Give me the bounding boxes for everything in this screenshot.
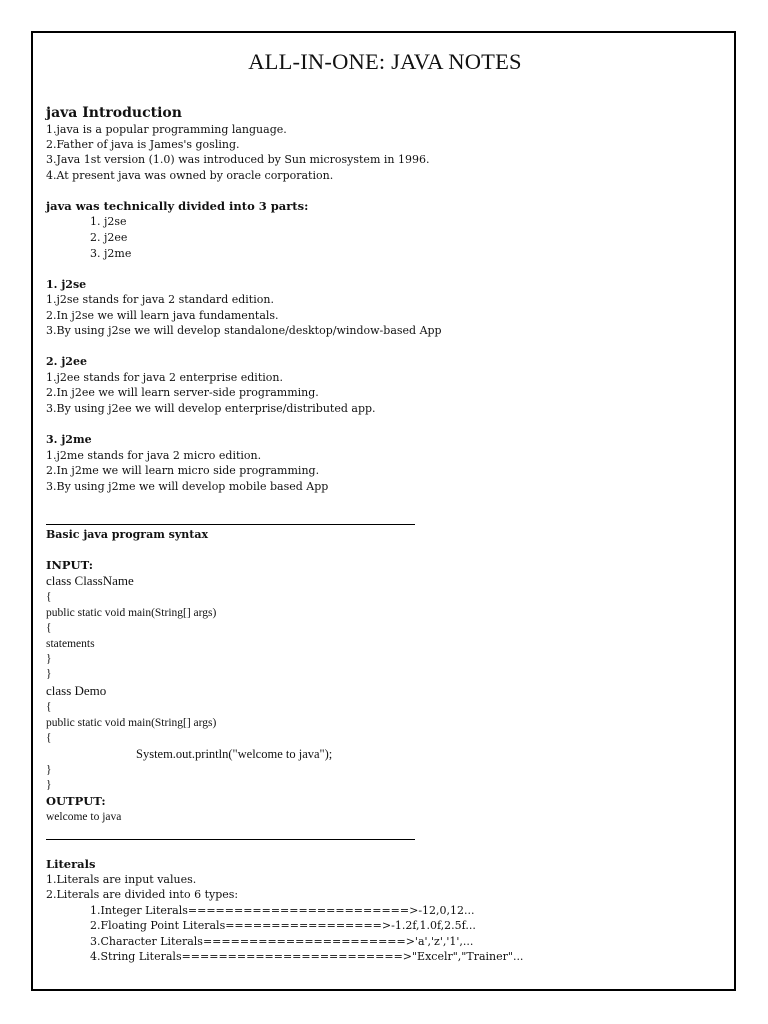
section-divider	[46, 839, 415, 840]
intro-heading: java Introduction	[46, 105, 182, 121]
j2ee-line: 1.j2ee stands for java 2 enterprise edition.	[46, 371, 283, 384]
output-label: OUTPUT:	[46, 794, 106, 808]
j2me-line: 2.In j2me we will learn micro side programming.	[46, 464, 320, 477]
literal-type: 3.Character Literals======================>'a','z','1',...	[90, 935, 474, 948]
j2se-line: 1.j2se stands for java 2 standard edition.	[46, 293, 274, 306]
parts-item: 1. j2se	[90, 215, 127, 228]
code-line: }	[46, 779, 52, 791]
j2ee-heading: 2. j2ee	[46, 355, 87, 368]
intro-line: 4.At present java was owned by oracle corporation.	[46, 169, 334, 182]
j2se-line: 3.By using j2se we will develop standalone/desktop/window-based App	[46, 324, 442, 337]
section-divider	[46, 524, 415, 525]
parts-heading: java was technically divided into 3 parts:	[46, 199, 309, 213]
literals-line: 2.Literals are divided into 6 types:	[46, 888, 239, 901]
code-line: statements	[46, 638, 95, 650]
output-value: welcome to java	[46, 811, 122, 823]
j2se-line: 2.In j2se we will learn java fundamentals.	[46, 309, 279, 322]
code-line: {	[46, 732, 52, 744]
input-label: INPUT:	[46, 558, 93, 572]
j2ee-line: 2.In j2ee we will learn server-side programming.	[46, 386, 319, 399]
println-line: System.out.println("welcome to java");	[136, 747, 333, 761]
intro-line: 1.java is a popular programming language.	[46, 123, 287, 136]
code-line: {	[46, 701, 52, 713]
j2me-line: 1.j2me stands for java 2 micro edition.	[46, 449, 262, 462]
code-line: public static void main(String[] args)	[46, 607, 217, 619]
parts-item: 2. j2ee	[90, 231, 128, 244]
intro-line: 3.Java 1st version (1.0) was introduced by Sun microsystem in 1996.	[46, 153, 430, 166]
code-line: {	[46, 622, 52, 634]
literals-line: 1.Literals are input values.	[46, 873, 197, 886]
intro-line: 2.Father of java is James's gosling.	[46, 138, 240, 151]
literal-type: 2.Floating Point Literals=================>-1.2f,1.0f,2.5f...	[90, 919, 476, 932]
literal-type: 1.Integer Literals========================>-12,0,12...	[90, 904, 475, 917]
code-line: }	[46, 764, 52, 776]
j2me-heading: 3. j2me	[46, 433, 92, 446]
document-page	[31, 31, 736, 991]
code-line: }	[46, 653, 52, 665]
page-title: ALL-IN-ONE: JAVA NOTES	[248, 49, 522, 74]
literals-heading: Literals	[46, 857, 96, 871]
code-line: }	[46, 668, 52, 680]
code-line: {	[46, 591, 52, 603]
parts-item: 3. j2me	[90, 247, 132, 260]
syntax-heading: Basic java program syntax	[46, 528, 209, 541]
j2me-line: 3.By using j2me we will develop mobile based App	[46, 480, 329, 493]
code-line: class Demo	[46, 683, 107, 698]
code-line: class ClassName	[46, 573, 134, 588]
code-line: public static void main(String[] args)	[46, 717, 217, 729]
literal-type: 4.String Literals========================>"Excelr","Trainer"...	[90, 950, 524, 963]
j2ee-line: 3.By using j2ee we will develop enterprise/distributed app.	[46, 402, 376, 415]
j2se-heading: 1. j2se	[46, 278, 87, 291]
